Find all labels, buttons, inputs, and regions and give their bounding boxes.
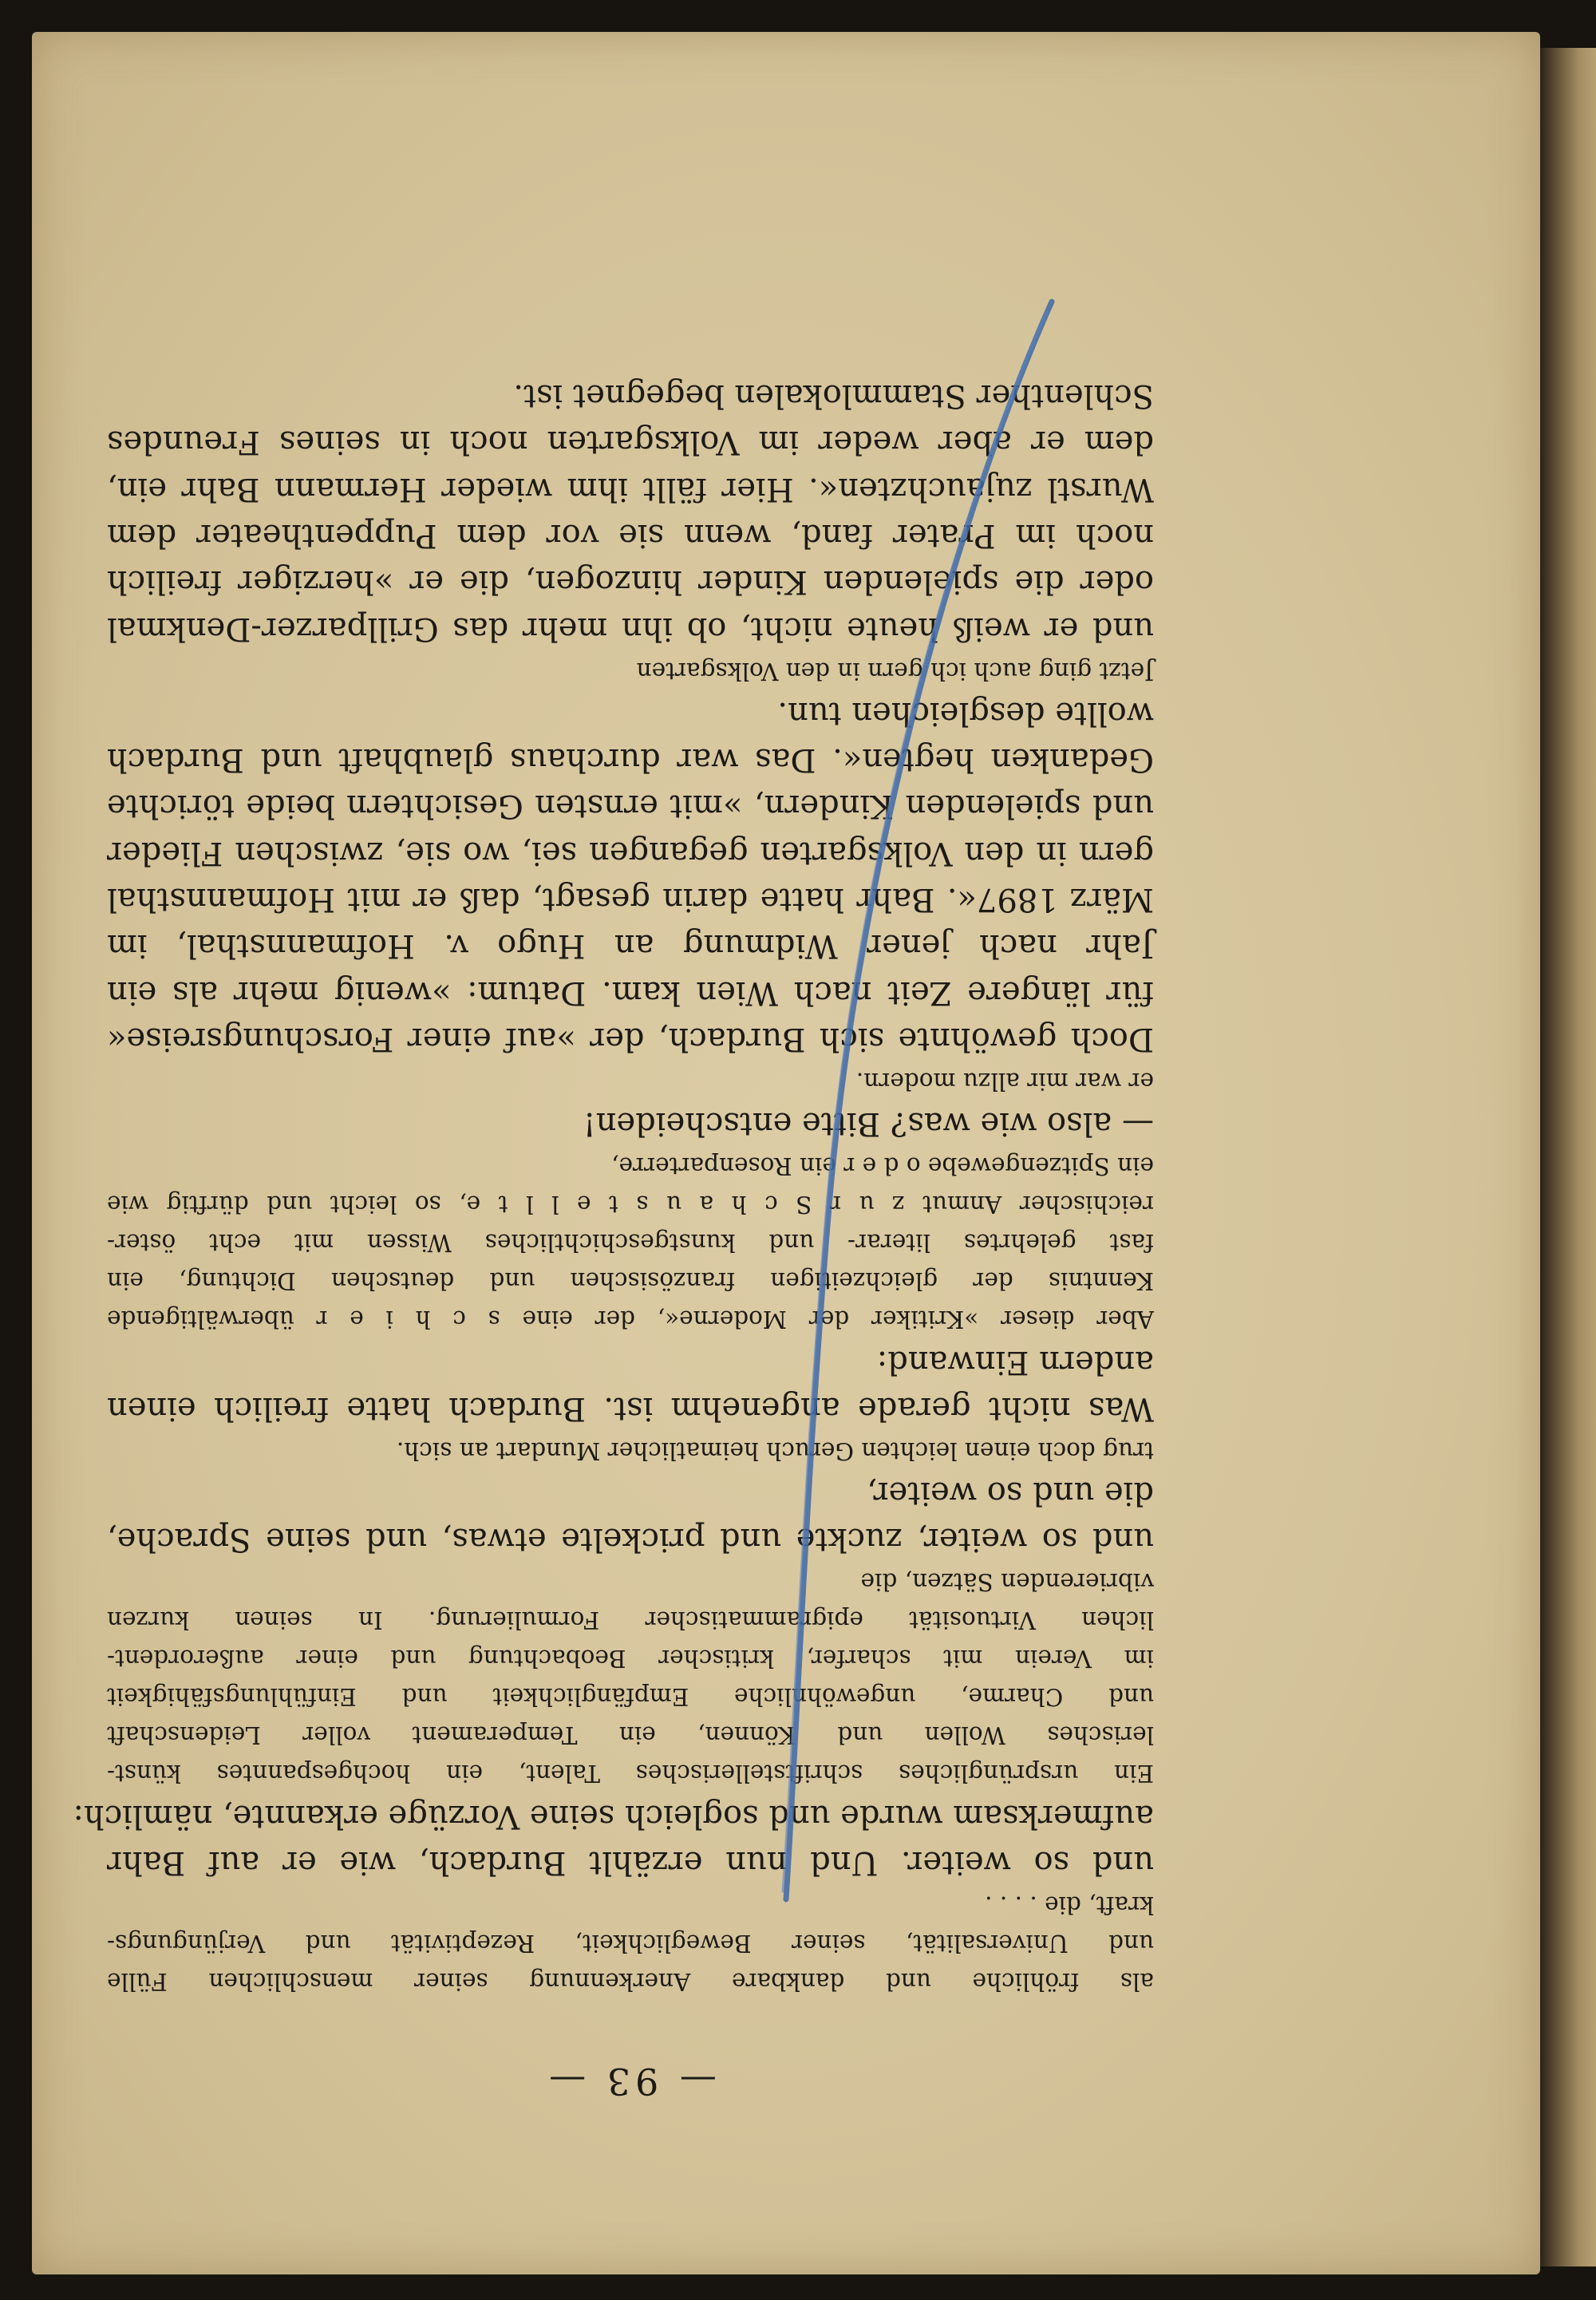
text-line: für längere Zeit nach Wien kam. Datum: »wenig mehr als ein [107, 974, 1154, 1011]
quotation-paragraph [107, 1563, 1154, 1792]
text-line: ein Spitzengewebe o d e r ein Rosenparterre, [611, 1152, 1154, 1180]
text-line: und Universalität, seiner Beweglichkeit, Rezeptivität und Verjüngungs- [107, 1930, 1154, 1957]
text-line: reichischer Anmut z u r S c h a u s t e l l t e, so leicht und dürftig wie [107, 1191, 1154, 1219]
text-line: Doch gewöhnte sich Burdach, der »auf einer Forschungsreise« [107, 1020, 1154, 1057]
body-paragraph [107, 690, 1154, 1062]
page-text [73, 373, 1154, 2103]
text-line: dem er aber weder im Volksgarten noch in seines Freundes [107, 424, 1154, 461]
text-line: Aber dieser »Kritiker der Moderne«, der eine s c h i e r überwältigende [107, 1306, 1154, 1334]
text-line: als fröhliche und dankbare Anerkennung seiner menschlichen Fülle [107, 1968, 1154, 1995]
text-line: andern Einwand: [876, 1343, 1154, 1381]
body-paragraph [107, 1470, 1154, 1563]
text-line: Was nicht gerade angenehm ist. Burdach hatte freilich einen [107, 1389, 1154, 1427]
text-line: Jetzt ging auch ich gern in den Volksgarten [636, 657, 1154, 685]
text-blocks [73, 373, 1154, 2001]
body-paragraph [107, 373, 1154, 652]
body-paragraph [107, 1101, 1154, 1147]
text-line: Jahr nach jener Widmung an Hugo v. Hofmannsthal, im [107, 927, 1154, 965]
quotation-paragraph [107, 652, 1154, 690]
text-line: und Charme, ungewöhnliche Empfänglichkeit und Einfühlungsfähigkeit [107, 1683, 1154, 1711]
book-spine [1540, 48, 1596, 2266]
page-number: — 93 — [544, 2060, 717, 2103]
body-paragraph [73, 1792, 1154, 1886]
text-line: gern in den Volksgarten gegangen sei, wo sie, zwischen Flieder [107, 834, 1154, 871]
text-line: lerisches Wollen und Können, ein Temperament voller Leidenschaft [107, 1721, 1154, 1749]
text-line: kraft, die . . . . [985, 1891, 1154, 1919]
text-line: aufmerksam wurde und sogleich seine Vorzüge erkannte, nämlich: [73, 1797, 1154, 1835]
text-line: und so weiter. Und nun erzählt Burdach, wie er auf Bahr [107, 1844, 1154, 1881]
text-line: er war mir allzu modern. [855, 1067, 1154, 1095]
text-line: wollte desgleichen tun. [777, 694, 1154, 732]
text-line: — also wie was? Bitte entscheiden! [583, 1105, 1154, 1143]
text-line: fast gelehrtes literar- und kunstgeschichtliches Wissen mit echt öster- [107, 1229, 1154, 1257]
quotation-paragraph [107, 1886, 1154, 2001]
text-line: die und so weiter, [867, 1475, 1154, 1512]
text-line: Gedanken hegten«. Das war durchaus glaubhaft und Burdach [107, 741, 1154, 779]
quotation-paragraph [107, 1432, 1154, 1470]
text-line: noch im Prater fand, wenn sie vor dem Puppentheater dem [107, 516, 1154, 554]
text-line: und spielenden Kindern, »mit ernsten Gesichtern beide törichte [107, 788, 1154, 825]
body-paragraph [107, 1338, 1154, 1432]
text-line: März 1897«. Bahr hatte darin gesagt, daß er mit Hofmannsthal [107, 881, 1154, 919]
quotation-paragraph [107, 1147, 1154, 1338]
text-line: Wurstl zujauchzten«. Hier fällt ihm wieder Hermann Bahr ein, [107, 470, 1154, 508]
text-line: im Verein mit scharfer, kritischer Beobachtung und einer außerordent- [107, 1645, 1154, 1673]
text-line: und so weiter, zuckte und prickelte etwas, und seine Sprache, [107, 1521, 1154, 1559]
text-line: vibrierenden Sätzen, die [860, 1568, 1154, 1596]
text-line: oder die spielenden Kinder hinzogen, die er »herziger freilich [107, 563, 1154, 601]
upside-down-text-block [32, 32, 1540, 2274]
text-line: trug doch einen leichten Geruch heimatlicher Mundart an sich. [396, 1437, 1154, 1464]
text-line: Ein ursprüngliches schriftstellerisches Talent, ein hochgespanntes künst- [107, 1760, 1154, 1788]
text-line: Schlenther Stammlokalen begegnet ist. [513, 377, 1154, 415]
text-line: und er weiß heute nicht, ob ihn mehr das Grillparzer-Denkmal [107, 610, 1154, 647]
quotation-paragraph [107, 1062, 1154, 1101]
text-line: lichen Virtuosität epigrammatischer Formulierung. In seinen kurzen [107, 1606, 1154, 1634]
text-line: Kenntnis der gleichzeitigen französischen und deutschen Dichtung, ein [107, 1267, 1154, 1295]
